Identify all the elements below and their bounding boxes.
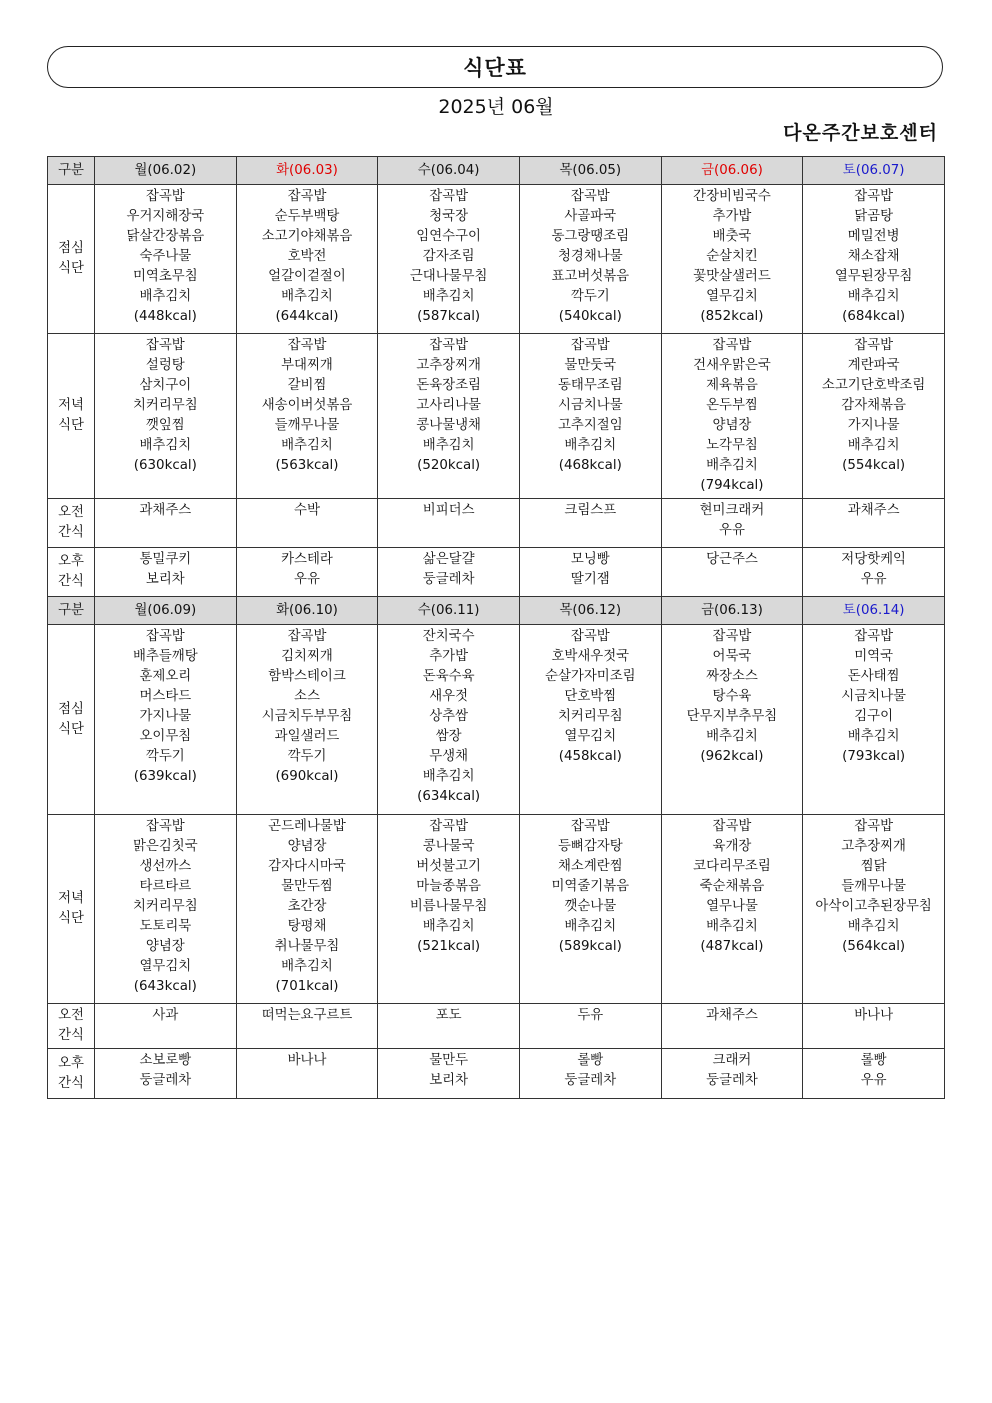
period-label: 2025년 06월 <box>438 96 554 118</box>
menu-cell: 잡곡밥 미역국 돈사태찜 시금치나물 김구이 배추김치 (793kcal) <box>803 625 945 815</box>
day-header: 목(06.05) <box>519 157 661 185</box>
menu-cell: 삶은달걀 둥글레차 <box>378 548 520 597</box>
menu-cell: 잡곡밥 사골파국 동그랑땡조림 청경채나물 표고버섯볶음 깍두기 (540kcal) <box>519 185 661 334</box>
menu-cell: 크림스프 <box>519 499 661 548</box>
day-header: 토(06.07) <box>803 157 945 185</box>
menu-cell: 잡곡밥 배추들깨탕 훈제오리 머스타드 가지나물 오이무침 깍두기 (639kcal) <box>95 625 237 815</box>
day-header: 수(06.11) <box>378 597 520 625</box>
menu-cell: 잡곡밥 설렁탕 삼치구이 치커리무침 깻잎찜 배추김치 (630kcal) <box>95 334 237 499</box>
menu-cell: 저당핫케익 우유 <box>803 548 945 597</box>
menu-cell: 잡곡밥 호박새우젓국 순살가자미조림 단호박찜 치커리무침 열무김치 (458kcal) <box>519 625 661 815</box>
menu-cell: 두유 <box>519 1004 661 1049</box>
menu-cell: 잡곡밥 등뼈감자탕 채소계란찜 미역줄기볶음 깻순나물 배추김치 (589kcal) <box>519 815 661 1004</box>
menu-cell: 물만두 보리차 <box>378 1049 520 1099</box>
menu-cell: 잡곡밥 고추장찌개 찜닭 들깨무나물 아삭이고추된장무침 배추김치 (564kcal) <box>803 815 945 1004</box>
menu-cell: 카스테라 우유 <box>236 548 378 597</box>
day-header: 월(06.09) <box>95 597 237 625</box>
menu-cell: 바나나 <box>236 1049 378 1099</box>
category-header: 구분 <box>48 597 95 625</box>
menu-cell: 잡곡밥 김치찌개 함박스테이크 소스 시금치두부무침 과일샐러드 깍두기 (690kcal) <box>236 625 378 815</box>
day-header: 금(06.13) <box>661 597 803 625</box>
menu-cell: 잡곡밥 건새우맑은국 제육볶음 온두부찜 양념장 노각무침 배추김치 (794kcal) <box>661 334 803 499</box>
day-header: 토(06.14) <box>803 597 945 625</box>
day-header: 화(06.03) <box>236 157 378 185</box>
day-header: 화(06.10) <box>236 597 378 625</box>
day-header: 월(06.02) <box>95 157 237 185</box>
row-label: 오전 간식 <box>48 1004 95 1049</box>
row-label: 오후 간식 <box>48 1049 95 1099</box>
menu-cell: 과채주스 <box>95 499 237 548</box>
menu-cell: 과채주스 <box>803 499 945 548</box>
menu-cell: 당근주스 <box>661 548 803 597</box>
menu-cell: 잔치국수 추가밥 돈육수육 새우젓 상추쌈 쌈장 무생채 배추김치 (634kcal) <box>378 625 520 815</box>
menu-cell: 간장비빔국수 추가밥 배춧국 순살치킨 꽃맛살샐러드 열무김치 (852kcal) <box>661 185 803 334</box>
menu-cell: 잡곡밥 어묵국 짜장소스 탕수육 단무지부추무침 배추김치 (962kcal) <box>661 625 803 815</box>
menu-cell: 잡곡밥 닭곰탕 메밀전병 채소잡채 열무된장무침 배추김치 (684kcal) <box>803 185 945 334</box>
week-header-row <box>48 157 945 185</box>
title-banner <box>47 46 943 88</box>
menu-cell: 잡곡밥 순두부백탕 소고기야채볶음 호박전 얼갈이겉절이 배추김치 (644kcal) <box>236 185 378 334</box>
menu-cell: 잡곡밥 청국장 임연수구이 감자조림 근대나물무침 배추김치 (587kcal) <box>378 185 520 334</box>
menu-cell: 곤드레나물밥 양념장 감자다시마국 물만두찜 초간장 탕평채 취나물무침 배추김치 (701kcal) <box>236 815 378 1004</box>
menu-cell: 수박 <box>236 499 378 548</box>
row-label: 오전 간식 <box>48 499 95 548</box>
center-name: 다온주간보호센터 <box>783 122 938 144</box>
row-label: 오후 간식 <box>48 548 95 597</box>
menu-cell: 포도 <box>378 1004 520 1049</box>
menu-cell: 떠먹는요구르트 <box>236 1004 378 1049</box>
menu-cell: 잡곡밥 콩나물국 버섯불고기 마늘종볶음 비름나물무침 배추김치 (521kcal) <box>378 815 520 1004</box>
menu-cell: 롤빵 둥글레차 <box>519 1049 661 1099</box>
row-label: 점심 식단 <box>48 185 95 334</box>
menu-cell: 잡곡밥 맑은김칫국 생선까스 타르타르 치커리무침 도토리묵 양념장 열무김치 (643kcal) <box>95 815 237 1004</box>
menu-cell: 소보로빵 둥글레차 <box>95 1049 237 1099</box>
row-label: 점심 식단 <box>48 625 95 815</box>
menu-cell: 과채주스 <box>661 1004 803 1049</box>
menu-cell: 비피더스 <box>378 499 520 548</box>
menu-cell: 크래커 둥글레차 <box>661 1049 803 1099</box>
day-header: 수(06.04) <box>378 157 520 185</box>
dinner-row <box>48 334 945 499</box>
menu-cell: 모닝빵 딸기잼 <box>519 548 661 597</box>
lunch-row <box>48 185 945 334</box>
dinner-row <box>48 815 945 1004</box>
menu-cell: 잡곡밥 우거지해장국 닭살간장볶음 숙주나물 미역초무침 배추김치 (448kcal) <box>95 185 237 334</box>
row-label: 저녁 식단 <box>48 815 95 1004</box>
menu-cell: 통밀쿠키 보리차 <box>95 548 237 597</box>
menu-cell: 롤빵 우유 <box>803 1049 945 1099</box>
row-label: 저녁 식단 <box>48 334 95 499</box>
menu-cell: 사과 <box>95 1004 237 1049</box>
morning-snack-row <box>48 1004 945 1049</box>
afternoon-snack-row <box>48 548 945 597</box>
lunch-row <box>48 625 945 815</box>
menu-cell: 잡곡밥 물만둣국 동태무조림 시금치나물 고추지절임 배추김치 (468kcal) <box>519 334 661 499</box>
menu-cell: 잡곡밥 계란파국 소고기단호박조림 감자채볶음 가지나물 배추김치 (554kcal) <box>803 334 945 499</box>
menu-cell: 잡곡밥 고추장찌개 돈육장조림 고사리나물 콩나물냉채 배추김치 (520kcal) <box>378 334 520 499</box>
menu-cell: 바나나 <box>803 1004 945 1049</box>
afternoon-snack-row <box>48 1049 945 1099</box>
menu-table <box>47 156 945 1099</box>
day-header: 목(06.12) <box>519 597 661 625</box>
morning-snack-row <box>48 499 945 548</box>
menu-cell: 현미크래커 우유 <box>661 499 803 548</box>
week-header-row <box>48 597 945 625</box>
page-title: 식단표 <box>463 56 527 80</box>
day-header: 금(06.06) <box>661 157 803 185</box>
category-header: 구분 <box>48 157 95 185</box>
menu-cell: 잡곡밥 부대찌개 갈비찜 새송이버섯볶음 들깨무나물 배추김치 (563kcal) <box>236 334 378 499</box>
menu-cell: 잡곡밥 육개장 코다리무조림 죽순채볶음 열무나물 배추김치 (487kcal) <box>661 815 803 1004</box>
